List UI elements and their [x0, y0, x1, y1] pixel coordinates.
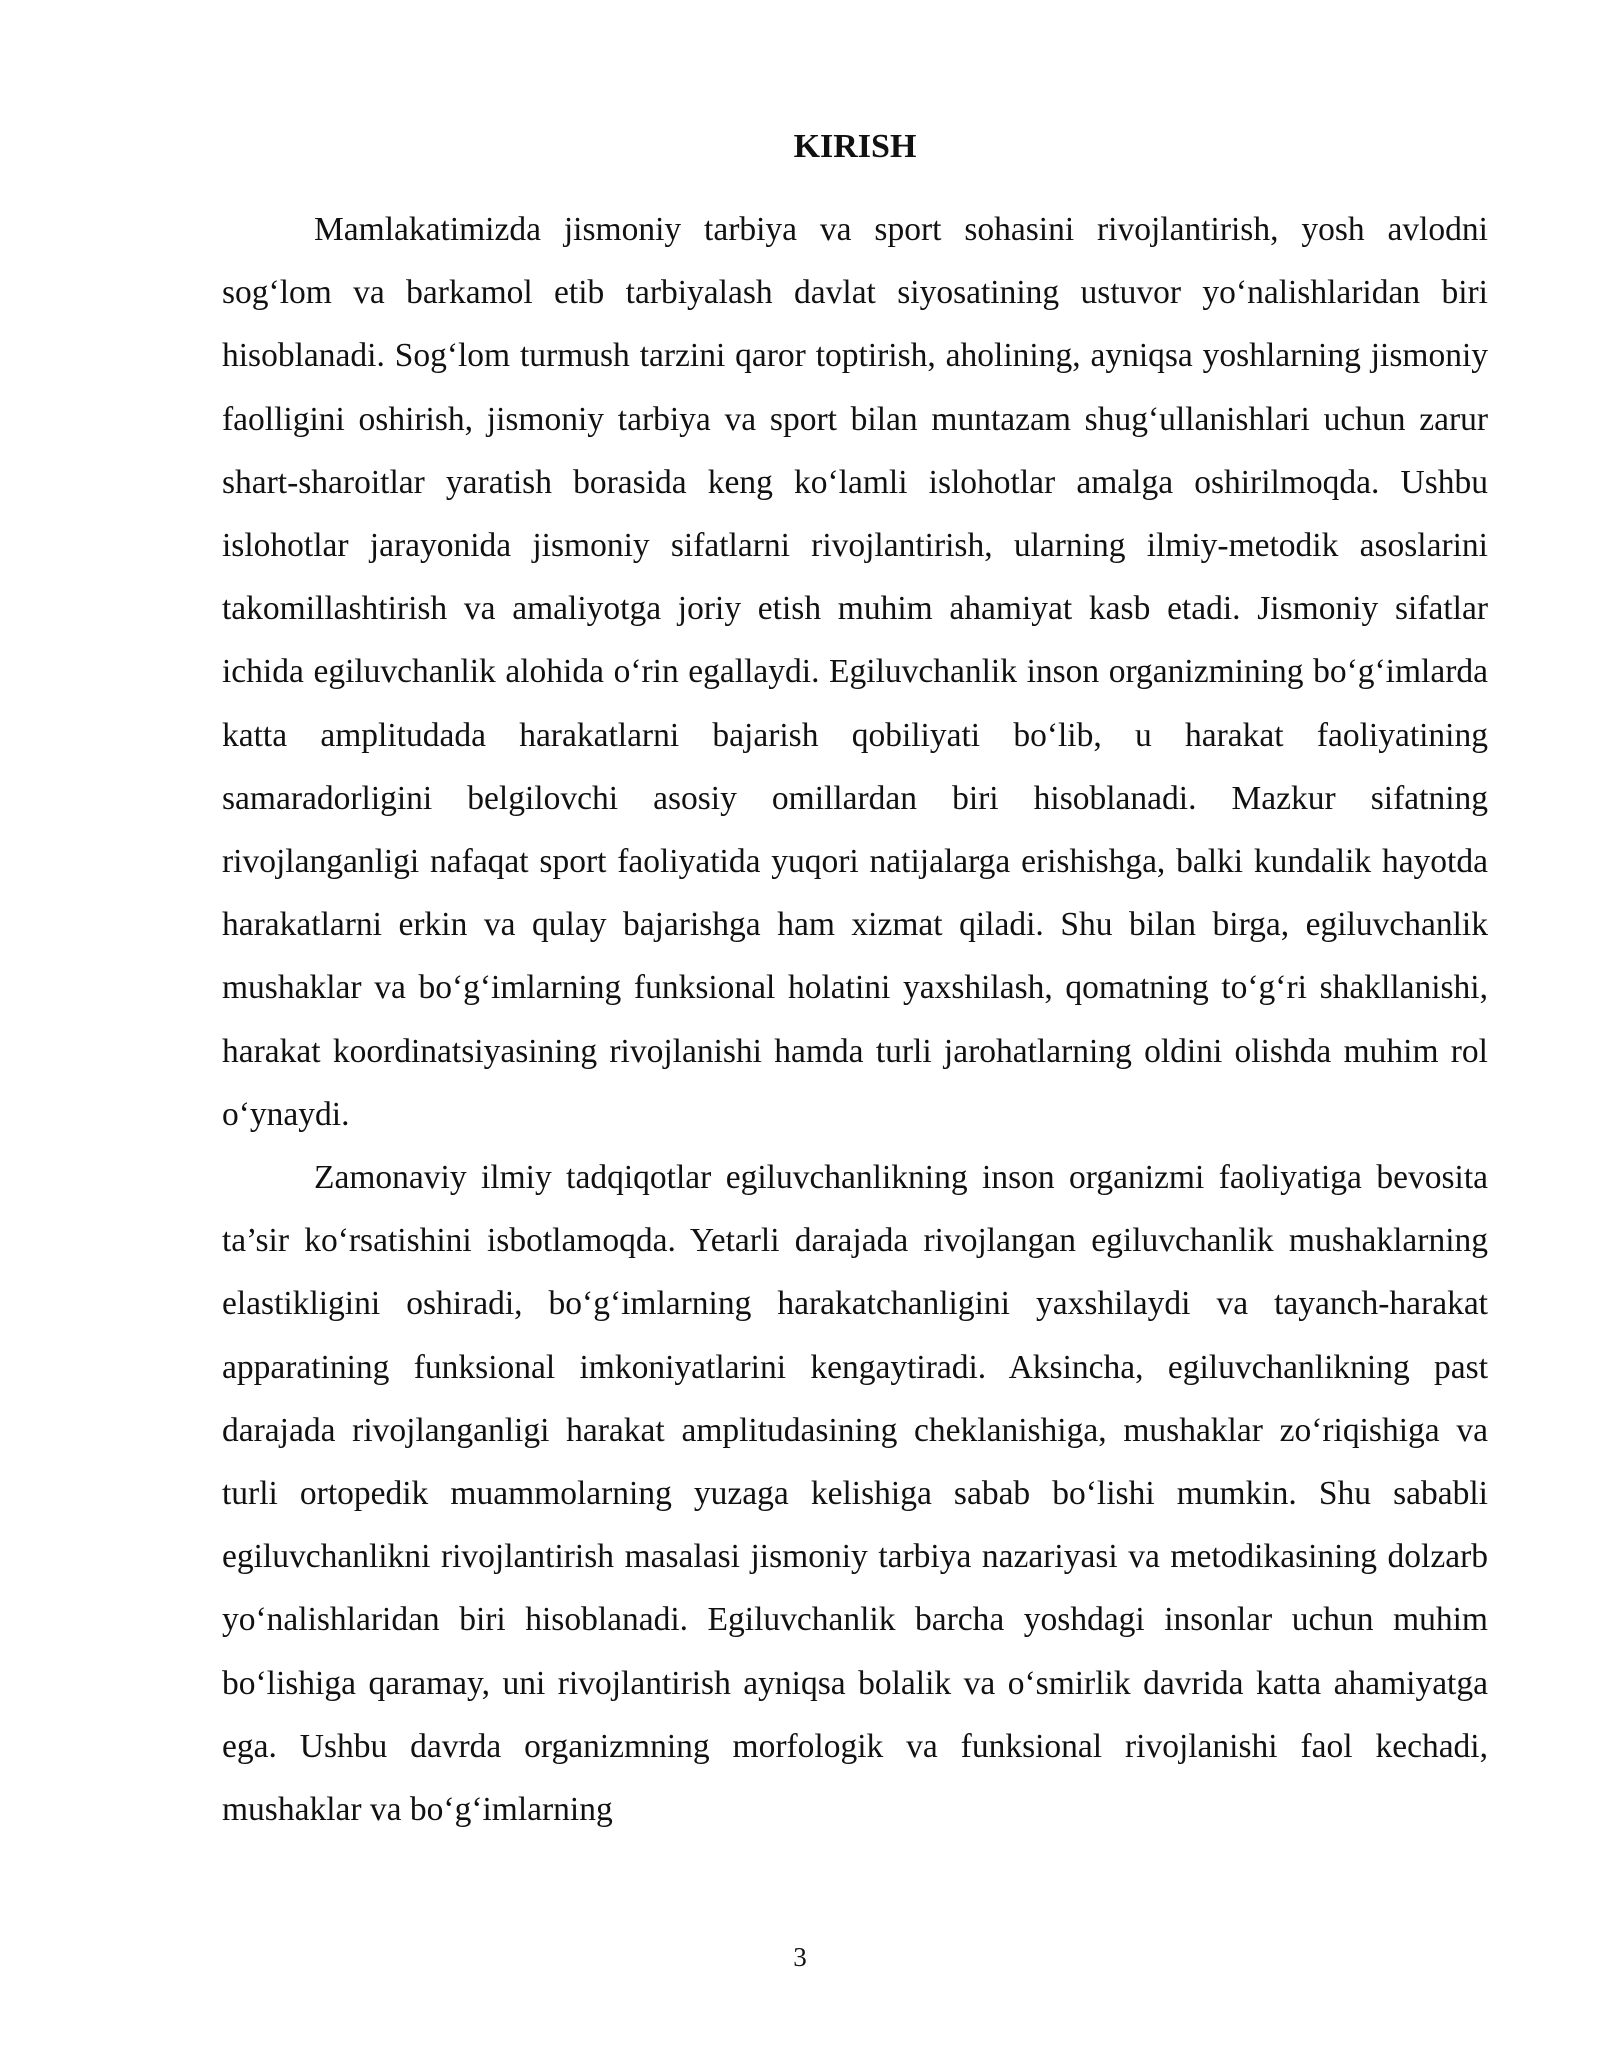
body-text [222, 198, 1488, 1841]
section-title: KIRISH [793, 128, 917, 165]
paragraph-1: Mamlakatimizda jismoniy tarbiya va sport sohasini rivojlantirish, yosh avlodni sog‘lom va barkamol etib tarbiyalash davlat siyosatining ustuvor yo‘nalishlaridan biri hisoblanadi. Sog‘lom turmush tarzini qaror toptirish, aholining, ayniqsa yoshlarning jismoniy faolligini oshirish, jismoniy tarbiya va sport bilan muntazam shug‘ullanishlari uchun zarur shart-sharoitlar yaratish borasida keng ko‘lamli islohotlar amalga oshirilmoqda. Ushbu islohotlar jarayonida jismoniy sifatlarni rivojlantirish, ularning ilmiy-metodik asoslarini takomillashtirish va amaliyotga joriy etish muhim ahamiyat kasb etadi. Jismoniy sifatlar ichida egiluvchanlik alohida o‘rin egallaydi. Egiluvchanlik inson organizmining bo‘g‘imlarda katta amplitudada harakatlarni bajarish qobiliyati bo‘lib, u harakat faoliyatining samaradorligini belgilovchi asosiy omillardan biri hisoblanadi. Mazkur sifatning rivojlanganligi nafaqat sport faoliyatida yuqori natijalarga erishishga, balki kundalik hayotda harakatlarni erkin va qulay bajarishga ham xizmat qiladi. Shu bilan birga, egiluvchanlik mushaklar va bo‘g‘imlarning funksional holatini yaxshilash, qomatning to‘g‘ri shakllanishi, harakat koordinatsiyasining rivojlanishi hamda turli jarohatlarning oldini olishda muhim rol o‘ynaydi. [222, 211, 1488, 1133]
paragraph-2: Zamonaviy ilmiy tadqiqotlar egiluvchanlikning inson organizmi faoliyatiga bevosita ta’sir ko‘rsatishini isbotlamoqda. Yetarli darajada rivojlangan egiluvchanlik mushaklarning elastikligini oshiradi, bo‘g‘imlarning harakatchanligini yaxshilaydi va tayanch-harakat apparatining funksional imkoniyatlarini kengaytiradi. Aksincha, egiluvchanlikning past darajada rivojlanganligi harakat amplitudasining cheklanishiga, mushaklar zo‘riqishiga va turli ortopedik muammolarning yuzaga kelishiga sabab bo‘lishi mumkin. Shu sababli egiluvchanlikni rivojlantirish masalasi jismoniy tarbiya nazariyasi va metodikasining dolzarb yo‘nalishlaridan biri hisoblanadi. Egiluvchanlik barcha yoshdagi insonlar uchun muhim bo‘lishiga qaramay, uni rivojlantirish ayniqsa bolalik va o‘smirlik davrida katta ahamiyatga ega. Ushbu davrda organizmning morfologik va funksional rivojlanishi faol kechadi, mushaklar va bo‘g‘imlarning [222, 1159, 1488, 1829]
page-number: 3 [793, 1942, 807, 1972]
